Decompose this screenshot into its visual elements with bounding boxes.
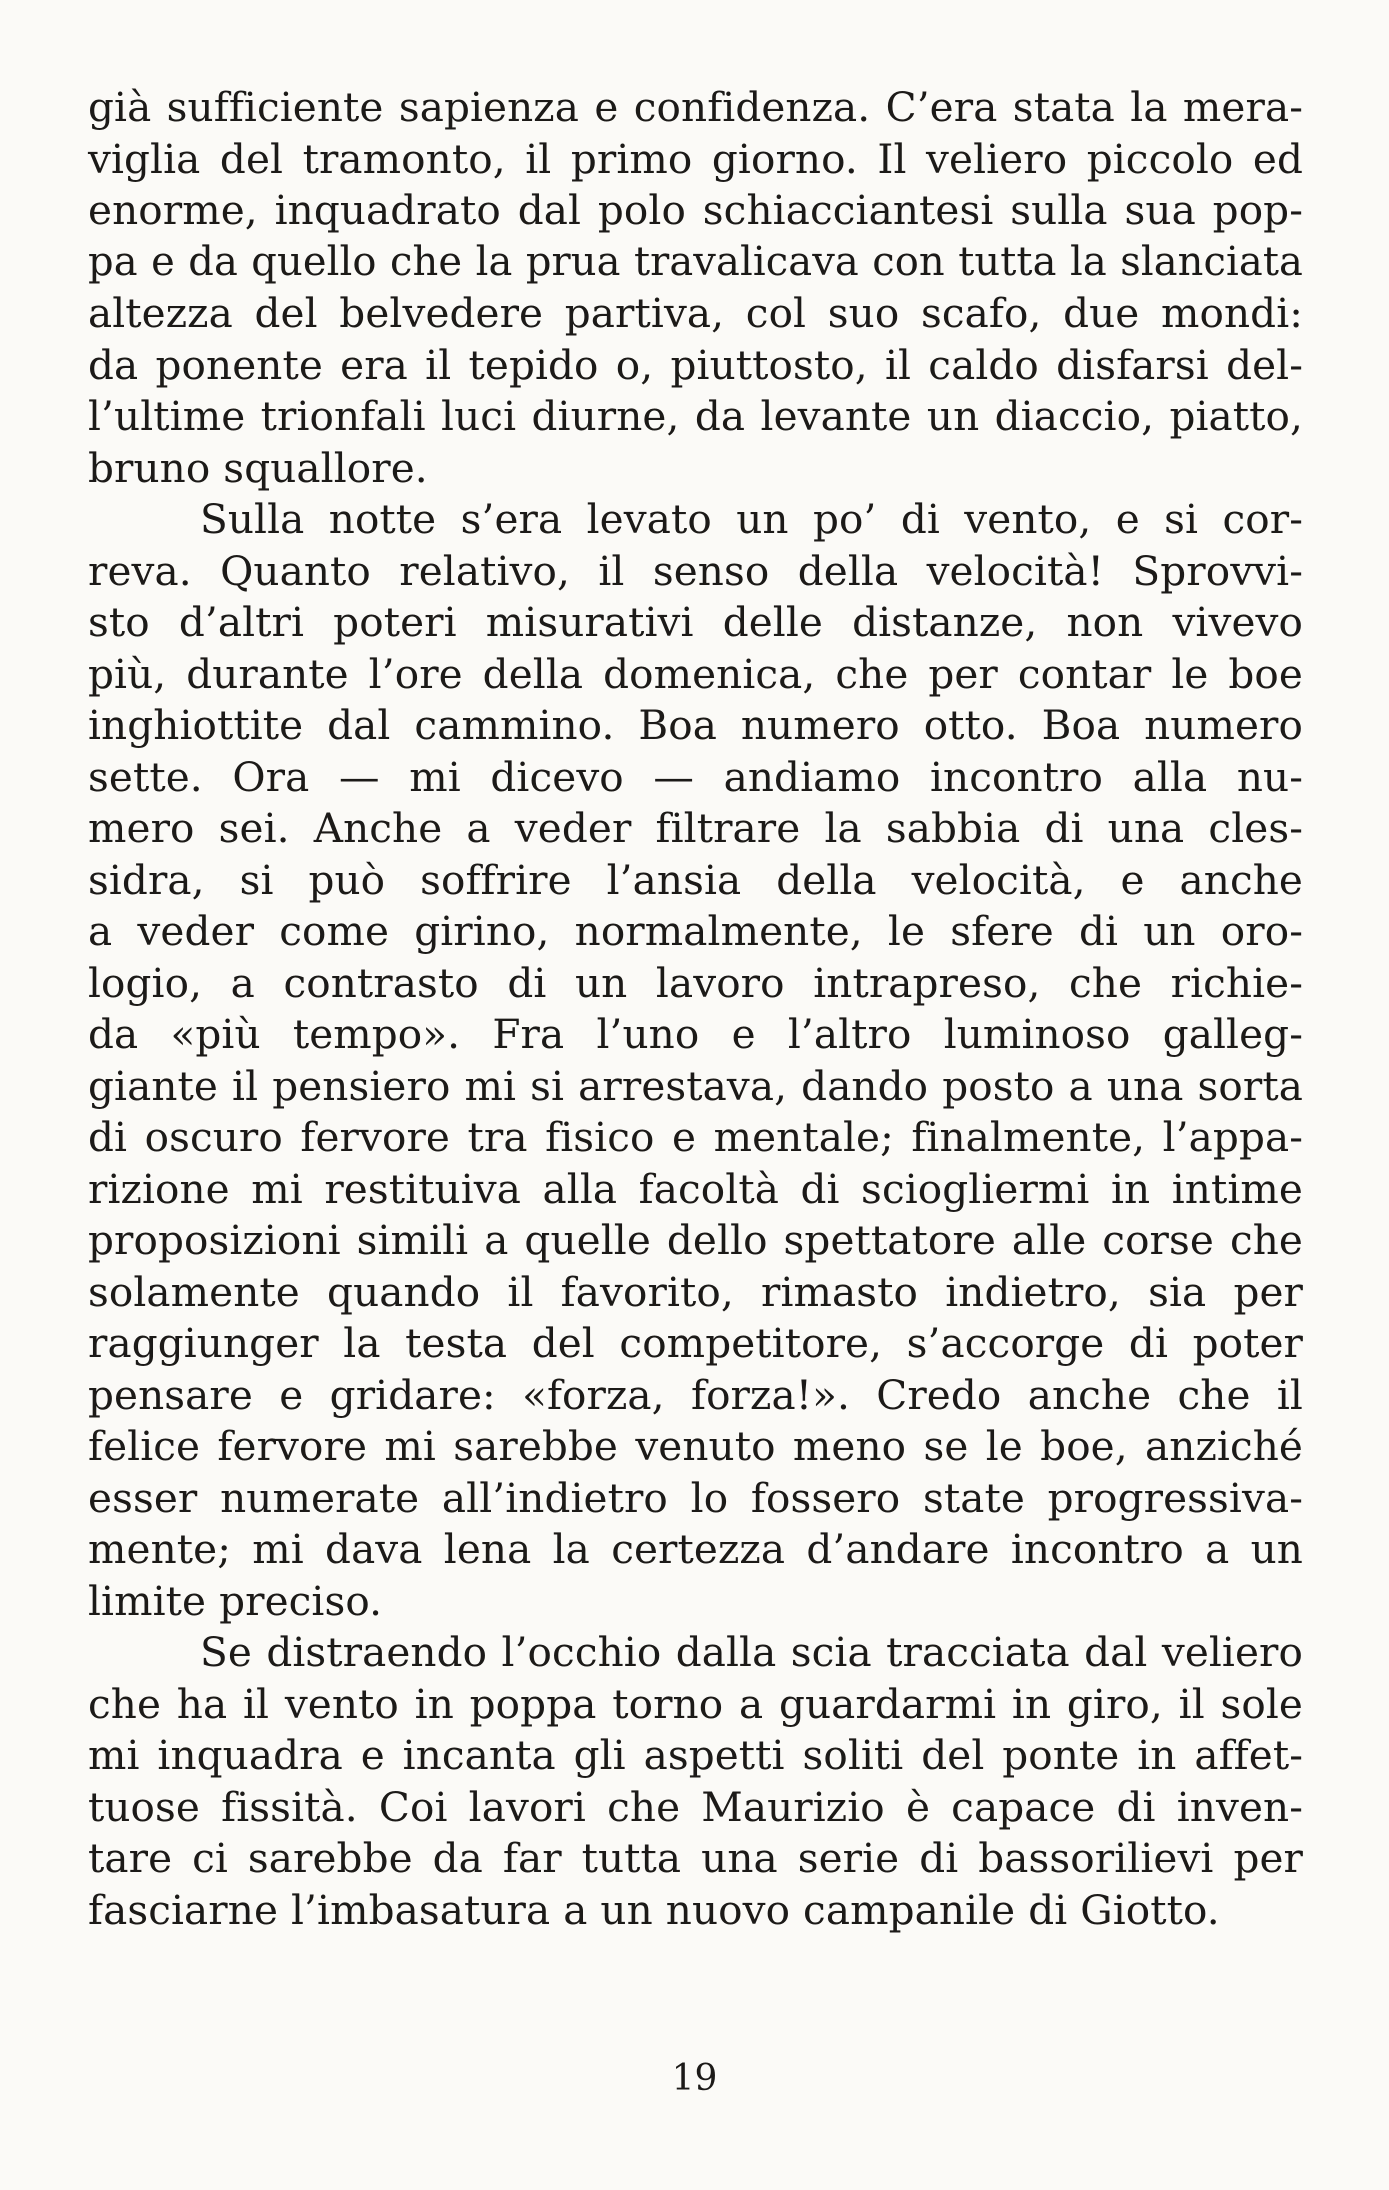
text-line: tuose fissità. Coi lavori che Maurizio è capace di inven- [88, 1782, 1303, 1831]
text-line: Sulla notte s’era levato un po’ di vento, e si cor- [200, 495, 1303, 543]
text-line: raggiunger la testa del competitore, s’accorge di poter [88, 1319, 1303, 1367]
text-line: mi inquadra e incanta gli aspetti soliti del ponte in affet- [88, 1731, 1303, 1779]
text-line: altezza del belvedere partiva, col suo scafo, due mondi: [88, 289, 1303, 337]
text-line: bruno squallore. [88, 443, 428, 492]
text-line: solamente quando il favorito, rimasto indietro, sia per [88, 1267, 1303, 1316]
text-line: felice fervore mi sarebbe venuto meno se le boe, anziché [88, 1422, 1303, 1470]
text-line: sidra, si può soffrire l’ansia della velocità, e anche [88, 855, 1303, 904]
text-line: inghiottite dal cammino. Boa numero otto. Boa numero [88, 701, 1303, 749]
text-line: pa e da quello che la prua travalicava con tutta la slanciata [88, 238, 1303, 285]
text-line: l’ultime trionfali luci diurne, da levante un diaccio, piatto, [88, 392, 1303, 440]
text-line: enorme, inquadrato dal polo schiacciantesi sulla sua pop- [88, 186, 1303, 234]
text-line: sette. Ora — mi dicevo — andiamo incontro alla nu- [88, 752, 1303, 801]
text-line: già sufficiente sapienza e confidenza. C’era stata la mera- [88, 83, 1303, 131]
text-line: mero sei. Anche a veder filtrare la sabbia di una cles- [88, 804, 1303, 852]
text-line: da «più tempo». Fra l’uno e l’altro luminoso galleg- [88, 1010, 1303, 1058]
text-line: più, durante l’ore della domenica, che per contar le boe [88, 649, 1303, 698]
body-text [88, 82, 1303, 1936]
text-line: proposizioni simili a quelle dello spettatore alle corse che [88, 1216, 1303, 1264]
text-line: mente; mi dava lena la certezza d’andare incontro a un [88, 1525, 1303, 1573]
text-line: reva. Quanto relativo, il senso della velocità! Sprovvi- [88, 546, 1303, 595]
text-line: tare ci sarebbe da far tutta una serie di bassorilievi per [88, 1834, 1303, 1882]
text-line: viglia del tramonto, il primo giorno. Il veliero piccolo ed [88, 134, 1303, 183]
text-line: Se distraendo l’occhio dalla scia tracciata dal veliero [200, 1628, 1303, 1676]
text-line: da ponente era il tepido o, piuttosto, il caldo disfarsi del- [88, 340, 1303, 389]
paragraph [88, 82, 1303, 494]
text-line: di oscuro fervore tra fisico e mentale; finalmente, l’appa- [88, 1113, 1303, 1161]
text-line: sto d’altri poteri misurativi delle distanze, non vivevo [88, 598, 1303, 646]
page-number: 19 [671, 2058, 718, 2099]
text-line: rizione mi restituiva alla facoltà di sciogliermi in intime [88, 1164, 1303, 1213]
text-line: fasciarne l’imbasatura a un nuovo campanile di Giotto. [88, 1885, 1220, 1934]
paragraph [88, 1627, 1303, 1936]
text-line: limite preciso. [88, 1576, 383, 1625]
text-line: giante il pensiero mi si arrestava, dando posto a una sorta [88, 1061, 1303, 1110]
text-line: logio, a contrasto di un lavoro intrapreso, che richie- [88, 958, 1303, 1007]
text-line: pensare e gridare: «forza, forza!». Credo anche che il [88, 1370, 1303, 1419]
text-line: a veder come girino, normalmente, le sfere di un oro- [88, 907, 1303, 955]
text-line: che ha il vento in poppa torno a guardarmi in giro, il sole [88, 1679, 1303, 1728]
paragraph [88, 494, 1303, 1627]
text-line: esser numerate all’indietro lo fossero state progressiva- [88, 1473, 1303, 1522]
